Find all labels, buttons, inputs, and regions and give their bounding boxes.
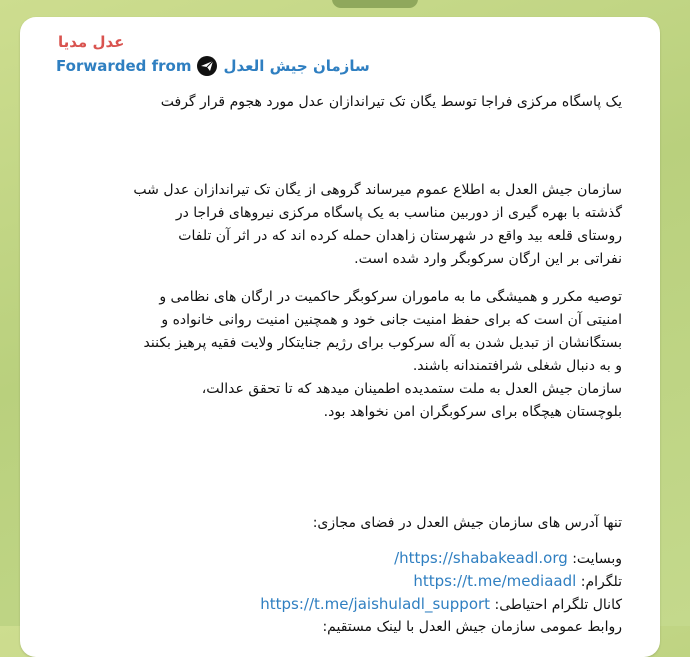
link-row-backup-telegram (260, 593, 622, 616)
sender-name[interactable]: عدل مدیا (58, 33, 125, 51)
paragraph-line: نفراتی بر این ارگان سرکوبگر وارد شده است. (354, 251, 622, 267)
forwarded-header[interactable] (56, 54, 370, 78)
public-relations-line: روابط عمومی سازمان جیش العدل با لینک مستقیم: (322, 619, 622, 635)
sender-name-wrap (58, 33, 124, 51)
paragraph-line: روستای قلعه بید واقع در شهرستان زاهدان حمله کرده اند که در اثر آن تلفات (178, 228, 622, 244)
link-row-telegram (260, 570, 622, 593)
link-label: تلگرام: (580, 574, 622, 590)
message-paragraph-2 (144, 286, 622, 424)
paper-plane-icon (200, 59, 214, 73)
link-label: وبسایت: (572, 551, 622, 567)
paragraph-line: سازمان جیش العدل به اطلاع عموم میرساند گروهی از یگان تک تیراندازان عدل شب (133, 182, 622, 198)
website-link[interactable]: https://shabakeadl.org/ (394, 549, 568, 567)
paragraph-line: گذشته با بهره گیری از دوربین مناسب به یک پاسگاه مرکزی نیروهای فراجا در (175, 205, 622, 221)
message-paragraph-1 (133, 179, 622, 271)
telegram-link[interactable]: https://t.me/mediaadl (413, 572, 577, 590)
link-label: کانال تلگرام احتیاطی: (494, 597, 622, 613)
forwarded-channel-name[interactable]: سازمان جیش العدل (223, 57, 370, 75)
paragraph-line: و به دنبال شغلی شرافتمندانه باشند. (412, 358, 622, 374)
paragraph-line: بستگانشان از تبدیل شدن به آله سرکوب برای رژیم جنایتکار ولایت فقیه پرهیز بکنند (143, 335, 622, 351)
channel-avatar-icon[interactable] (197, 56, 217, 76)
paragraph-line: توصیه مکرر و همیشگی ما به ماموران سرکوبگر حاکمیت در ارگان های نظامی و (159, 289, 622, 305)
forwarded-label: Forwarded from (56, 57, 192, 75)
message-headline: یک پاسگاه مرکزی فراجا توسط یگان تک تیراندازان عدل مورد هجوم قرار گرفت (160, 94, 622, 110)
addresses-title: تنها آدرس های سازمان جیش العدل در فضای مجازی: (312, 515, 622, 531)
paragraph-line: بلوچستان هیچگاه برای سرکوبگران امن نخواهد بود. (323, 404, 622, 420)
links-list (260, 547, 622, 638)
date-chip (332, 0, 418, 8)
backup-telegram-link[interactable]: https://t.me/jaishuladl_support (260, 595, 491, 613)
message-bubble (20, 17, 660, 657)
paragraph-line: امنیتی آن است که برای حفظ امنیت جانی خود و همچنین امنیت روانی خانواده و (161, 312, 622, 328)
link-row-website (260, 547, 622, 570)
paragraph-line: سازمان جیش العدل به ملت ستمدیده اطمینان میدهد که تا تحقق عدالت، (201, 381, 622, 397)
